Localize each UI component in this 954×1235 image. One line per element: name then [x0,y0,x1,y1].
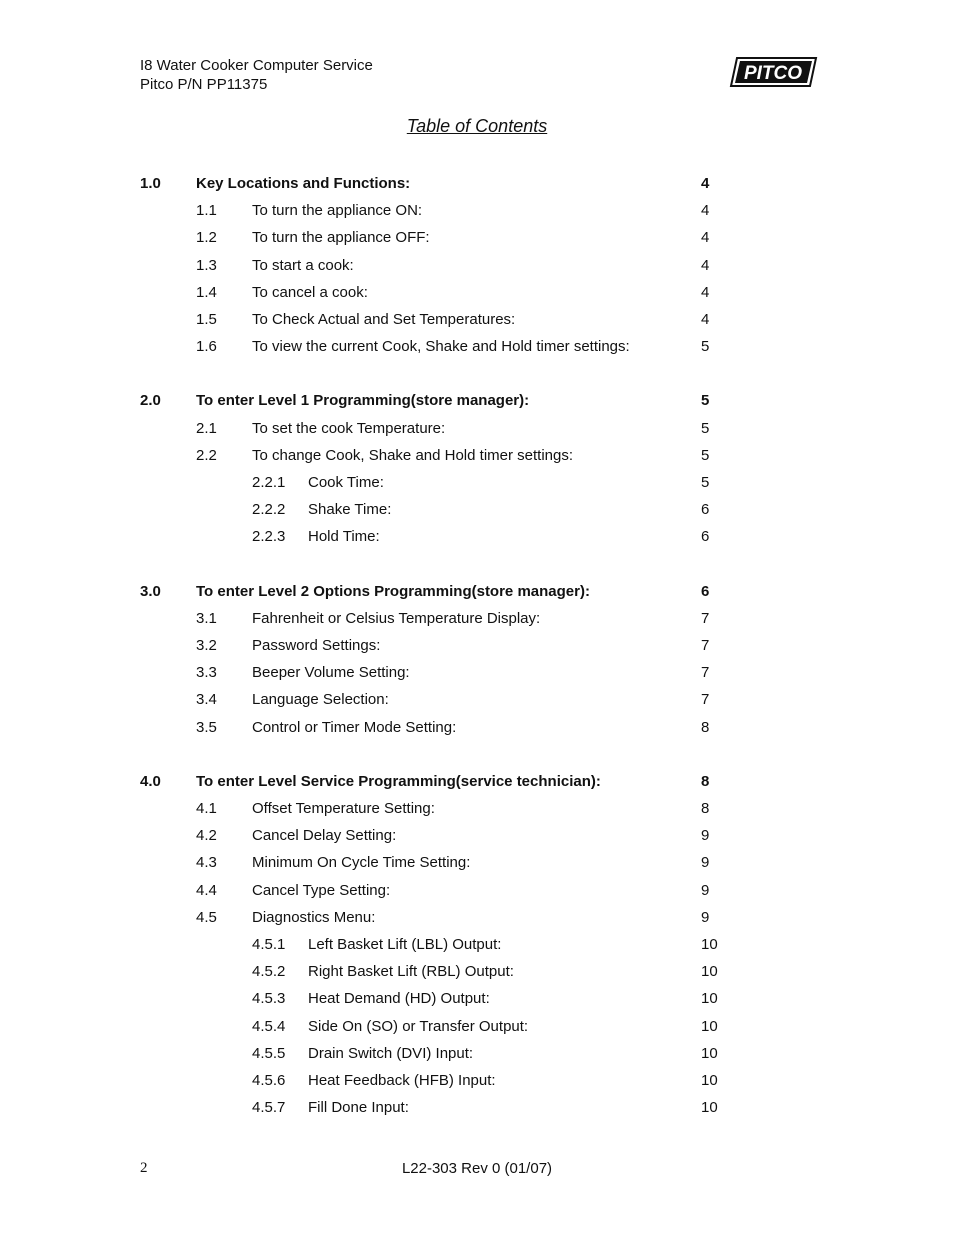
toc-entry-title: To set the cook Temperature: [252,420,446,437]
toc-entry [0,1071,954,1091]
document-header [140,56,373,94]
document-id: L22-303 Rev 0 (01/07) [401,1160,553,1177]
toc-entry-number: 4.2 [196,827,217,844]
toc-entry-page: 9 [701,909,710,926]
toc-entry-page: 5 [701,447,710,464]
toc-entry-page: 10 [701,1072,718,1089]
toc-entry [0,690,954,710]
toc-entry-page: 6 [701,528,710,545]
toc-entry [0,663,954,683]
toc-entry [0,256,954,276]
toc-entry [0,337,954,357]
toc-entry-page: 4 [701,311,710,328]
toc-entry-title: Minimum On Cycle Time Setting: [252,854,471,871]
toc-entry-title: Offset Temperature Setting: [252,800,435,817]
toc-entry-number: 4.0 [140,773,161,790]
toc-entry-title: Language Selection: [252,691,389,708]
toc-entry [0,527,954,547]
toc-entry [0,500,954,520]
toc-entry-title: Right Basket Lift (RBL) Output: [308,963,514,980]
toc-entry-number: 4.5 [196,909,217,926]
toc-entry-page: 9 [701,854,710,871]
toc-entry-page: 5 [701,392,710,409]
toc-entry [0,473,954,493]
toc-entry-title: Heat Demand (HD) Output: [308,990,490,1007]
toc-entry-title: Drain Switch (DVI) Input: [308,1045,474,1062]
toc-entry-number: 2.1 [196,420,217,437]
toc-entry-number: 1.6 [196,338,217,355]
toc-entry-page: 10 [701,1018,718,1035]
toc-entry-number: 2.0 [140,392,161,409]
toc-entry [0,283,954,303]
toc-entry-title: Side On (SO) or Transfer Output: [308,1018,529,1035]
toc-entry-title: To turn the appliance ON: [252,202,423,219]
toc-entry-title: Cook Time: [308,474,384,491]
toc-entry-page: 7 [701,637,710,654]
toc-entry-number: 3.1 [196,610,217,627]
toc-entry [0,799,954,819]
toc-entry-title: Hold Time: [308,528,380,545]
toc-entry [0,935,954,955]
toc-entry-title: Beeper Volume Setting: [252,664,410,681]
toc-entry [0,881,954,901]
toc-entry [0,310,954,330]
toc-entry-number: 4.5.3 [252,990,286,1007]
toc-entry [0,228,954,248]
toc-entry [0,636,954,656]
toc-entry-page: 8 [701,800,710,817]
toc-entry-number: 4.5.4 [252,1018,286,1035]
toc-entry [0,853,954,873]
toc-entry-number: 1.5 [196,311,217,328]
toc-entry-page: 7 [701,610,710,627]
toc-entry-title: To change Cook, Shake and Hold timer settings: [252,447,574,464]
toc-entry-number: 4.5.2 [252,963,286,980]
toc-entry [0,962,954,982]
toc-entry-number: 4.5.1 [252,936,286,953]
toc-entry-title: To cancel a cook: [252,284,368,301]
toc-entry-page: 10 [701,990,718,1007]
toc-entry-number: 2.2.2 [252,501,286,518]
toc-entry [0,989,954,1009]
toc-entry-number: 4.5.7 [252,1099,286,1116]
toc-entry-number: 4.4 [196,882,217,899]
toc-entry-page: 10 [701,1099,718,1116]
toc-entry-title: To view the current Cook, Shake and Hold timer settings: [252,338,630,355]
toc-section-entry [0,582,954,602]
toc-entry-page: 6 [701,583,710,600]
toc-entry-page: 4 [701,257,710,274]
toc-entry-page: 7 [701,691,710,708]
toc-entry-page: 4 [701,175,710,192]
pitco-logo [729,56,818,93]
toc-entry [0,1017,954,1037]
toc-entry-number: 2.2.3 [252,528,286,545]
toc-entry-number: 3.3 [196,664,217,681]
header-title: I8 Water Cooker Computer Service [140,57,373,74]
header-part-number: Pitco P/N PP11375 [140,76,268,93]
toc-entry-title: To enter Level 2 Options Programming(store manager): [196,583,590,600]
toc-section-entry [0,772,954,792]
toc-entry-page: 9 [701,882,710,899]
toc-entry-title: To enter Level 1 Programming(store manager): [196,392,530,409]
toc-entry-number: 2.2.1 [252,474,286,491]
toc-entry [0,419,954,439]
toc-entry-page: 10 [701,936,718,953]
toc-entry-page: 10 [701,963,718,980]
toc-entry [0,609,954,629]
toc-entry-number: 4.5.5 [252,1045,286,1062]
toc-entry-number: 1.3 [196,257,217,274]
toc-section-entry [0,391,954,411]
toc-entry-page: 4 [701,229,710,246]
page-title: Table of Contents [406,116,548,136]
toc-entry-page: 8 [701,773,710,790]
toc-entry-title: Left Basket Lift (LBL) Output: [308,936,502,953]
toc-entry-number: 3.4 [196,691,217,708]
toc-entry-page: 5 [701,420,710,437]
toc-entry-number: 4.1 [196,800,217,817]
toc-entry-title: Fill Done Input: [308,1099,409,1116]
toc-entry [0,1098,954,1118]
toc-entry [0,908,954,928]
toc-entry-title: Cancel Delay Setting: [252,827,397,844]
toc-entry-number: 4.3 [196,854,217,871]
toc-entry-number: 4.5.6 [252,1072,286,1089]
toc-entry-number: 1.1 [196,202,217,219]
toc-entry-title: To turn the appliance OFF: [252,229,430,246]
toc-entry-title: Control or Timer Mode Setting: [252,719,457,736]
page-number: 2 [140,1160,148,1176]
toc-entry-title: Heat Feedback (HFB) Input: [308,1072,496,1089]
toc-entry-page: 7 [701,664,710,681]
toc-entry-page: 10 [701,1045,718,1062]
toc-entry-number: 2.2 [196,447,217,464]
toc-entry-title: Fahrenheit or Celsius Temperature Display: [252,610,541,627]
toc-entry-page: 4 [701,202,710,219]
toc-entry-title: To start a cook: [252,257,354,274]
toc-entry-title: To enter Level Service Programming(service technician): [196,773,601,790]
toc-entry-page: 4 [701,284,710,301]
toc-entry-page: 5 [701,338,710,355]
logo-text: PITCO [743,63,803,84]
toc-entry-number: 1.2 [196,229,217,246]
toc-entry-number: 3.2 [196,637,217,654]
toc-entry-page: 9 [701,827,710,844]
toc-entry-page: 5 [701,474,710,491]
toc-entry-number: 1.0 [140,175,161,192]
toc-entry-title: Shake Time: [308,501,392,518]
toc-entry-title: Key Locations and Functions: [196,175,411,192]
toc-entry [0,201,954,221]
toc-entry [0,826,954,846]
toc-section-entry [0,174,954,194]
toc-entry-title: To Check Actual and Set Temperatures: [252,311,516,328]
toc-entry-number: 1.4 [196,284,217,301]
toc-entry-title: Cancel Type Setting: [252,882,391,899]
toc-entry-title: Diagnostics Menu: [252,909,376,926]
toc-entry [0,1044,954,1064]
toc-entry-page: 6 [701,501,710,518]
toc-entry-page: 8 [701,719,710,736]
toc-entry-number: 3.0 [140,583,161,600]
toc-entry [0,446,954,466]
toc-entry [0,718,954,738]
toc-entry-title: Password Settings: [252,637,381,654]
toc-entry-number: 3.5 [196,719,217,736]
